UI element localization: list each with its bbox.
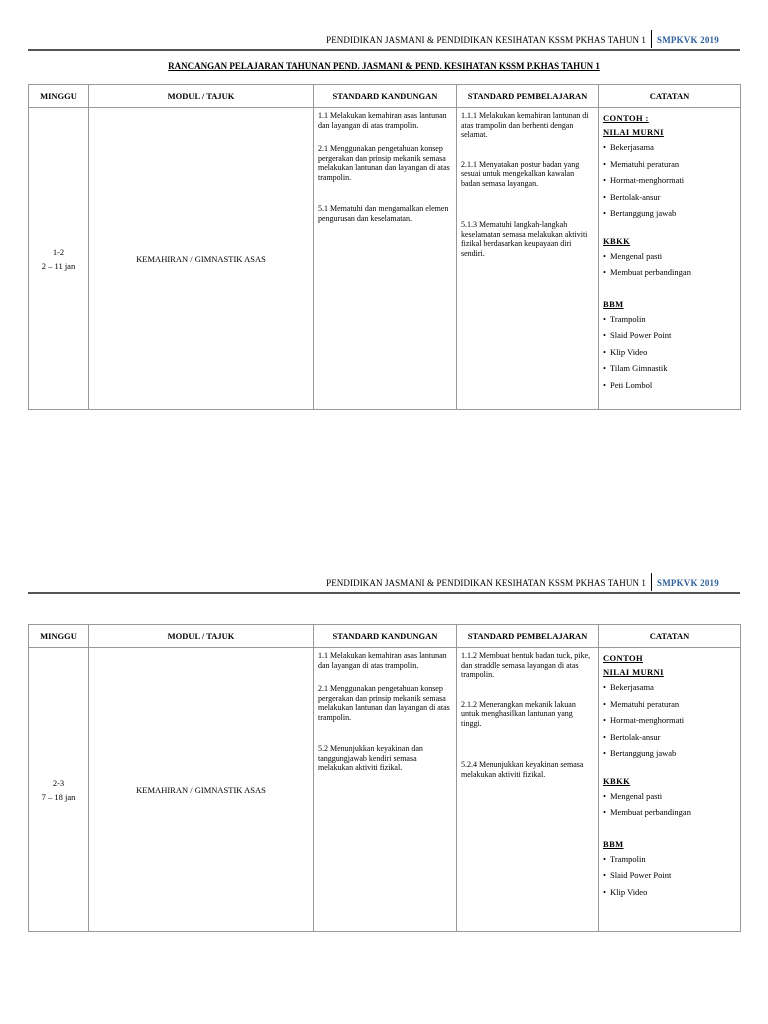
plan-table-2 bbox=[28, 624, 741, 932]
sp-item: 2.1.1 Menyatakan postur badan yang sesuai untuk mengekalkan kawalan badan semasa layangan. bbox=[461, 159, 580, 188]
sk-item: 2.1 Menggunakan pengetahuan konsep pergerakan dan prinsip mekanik semasa melakukan lantunan dan layangan di atas trampolin. bbox=[318, 684, 450, 722]
list-item: • Mematuhi peraturan bbox=[603, 156, 736, 173]
list-item: • Bertanggung jawab bbox=[603, 745, 736, 762]
kbkk-list bbox=[603, 248, 736, 281]
bbm-list bbox=[603, 851, 736, 901]
bbm-heading: BBM bbox=[603, 298, 624, 309]
list-item: • Mematuhi peraturan bbox=[603, 696, 736, 713]
col-header-sk: STANDARD KANDUNGAN bbox=[314, 625, 457, 648]
table-row bbox=[29, 648, 741, 932]
week-cell bbox=[29, 648, 89, 932]
bbm-heading: BBM bbox=[603, 838, 624, 849]
col-header-modul: MODUL / TAJUK bbox=[89, 625, 314, 648]
list-item: • Bekerjasama bbox=[603, 139, 736, 156]
header-school: SMPKVK 2019 bbox=[657, 35, 719, 45]
sk-cell bbox=[314, 108, 457, 410]
week-dates: 2 – 11 jan bbox=[41, 260, 76, 271]
nilai-heading: NILAI MURNI bbox=[603, 127, 664, 137]
list-item: • Klip Video bbox=[603, 344, 736, 361]
sp-item: 1.1.2 Membuat bentuk badan tuck, pike, dan straddle semasa layangan di atas trampolin. bbox=[461, 651, 591, 679]
sp-item: 5.2.4 Menunjukkan keyakinan semasa melakukan aktiviti fizikal. bbox=[461, 760, 584, 779]
list-item: • Bertolak-ansur bbox=[603, 729, 736, 746]
header-title: PENDIDIKAN JASMANI & PENDIDIKAN KESIHATAN KSSM PKHAS TAHUN 1 bbox=[326, 35, 646, 45]
nilai-heading: NILAI MURNI bbox=[603, 667, 664, 677]
list-item: • Mengenal pasti bbox=[603, 248, 736, 265]
col-header-modul: MODUL / TAJUK bbox=[89, 85, 314, 108]
list-item: • Membuat perbandingan bbox=[603, 264, 736, 281]
table-row bbox=[29, 108, 741, 410]
header-school: SMPKVK 2019 bbox=[657, 578, 719, 588]
catatan-cell bbox=[599, 648, 741, 932]
sk-cell bbox=[314, 648, 457, 932]
week-number: 2-3 bbox=[52, 777, 65, 788]
header-separator bbox=[651, 30, 652, 48]
kbkk-list bbox=[603, 788, 736, 821]
list-item: • Bertolak-ansur bbox=[603, 189, 736, 206]
table-header-row bbox=[29, 85, 741, 108]
list-item: • Trampolin bbox=[603, 311, 736, 328]
header-rule bbox=[28, 49, 740, 51]
plan-table-1 bbox=[28, 84, 741, 410]
sk-item: 1.1 Melakukan kemahiran asas lantunan dan layangan di atas trampolin. bbox=[318, 651, 447, 670]
week-dates: 7 – 18 jan bbox=[41, 791, 76, 802]
bbm-list bbox=[603, 311, 736, 394]
sp-cell bbox=[457, 108, 599, 410]
modul-cell: KEMAHIRAN / GIMNASTIK ASAS bbox=[89, 648, 314, 932]
sk-item: 5.1 Mematuhi dan mengamalkan elemen pengurusan dan keselamatan. bbox=[318, 204, 449, 223]
sk-item: 5.2 Menunjukkan keyakinan dan tanggungjawab kendiri semasa melakukan aktiviti fizikal. bbox=[318, 744, 423, 772]
kbkk-heading: KBKK bbox=[603, 235, 631, 246]
col-header-sp: STANDARD PEMBELAJARAN bbox=[457, 625, 599, 648]
list-item: • Peti Lombol bbox=[603, 377, 736, 394]
sp-item: 2.1.2 Menerangkan mekanik lakuan untuk menghasilkan lantunan yang tinggi. bbox=[461, 699, 576, 728]
week-cell bbox=[29, 108, 89, 410]
list-item: • Hormat-menghormati bbox=[603, 712, 736, 729]
sp-cell bbox=[457, 648, 599, 932]
catatan-cell bbox=[599, 108, 741, 410]
list-item: • Slaid Power Point bbox=[603, 327, 736, 344]
list-item: • Bertanggung jawab bbox=[603, 205, 736, 222]
col-header-minggu: MINGGU bbox=[29, 85, 89, 108]
list-item: • Slaid Power Point bbox=[603, 867, 736, 884]
sk-item: 1.1 Melakukan kemahiran asas lantunan dan layangan di atas trampolin. bbox=[318, 111, 447, 130]
list-item: • Bekerjasama bbox=[603, 679, 736, 696]
contoh-heading: CONTOH bbox=[603, 653, 644, 663]
page-header bbox=[28, 573, 740, 595]
col-header-sk: STANDARD KANDUNGAN bbox=[314, 85, 457, 108]
col-header-minggu: MINGGU bbox=[29, 625, 89, 648]
modul-cell: KEMAHIRAN / GIMNASTIK ASAS bbox=[89, 108, 314, 410]
header-separator bbox=[651, 573, 652, 591]
list-item: • Membuat perbandingan bbox=[603, 804, 736, 821]
sp-item: 1.1.1 Melakukan kemahiran lantunan di atas trampolin dan berhenti dengan selamat. bbox=[461, 111, 589, 139]
page-header bbox=[28, 30, 740, 52]
table-header-row bbox=[29, 625, 741, 648]
sp-item: 5.1.3 Mematuhi langkah-langkah keselamatan semasa melakukan aktiviti fizikal berdasarkan keupayaan diri sendiri. bbox=[461, 220, 588, 258]
list-item: • Tilam Gimnastik bbox=[603, 360, 736, 377]
list-item: • Trampolin bbox=[603, 851, 736, 868]
header-title: PENDIDIKAN JASMANI & PENDIDIKAN KESIHATAN KSSM PKHAS TAHUN 1 bbox=[326, 578, 646, 588]
week-number: 1-2 bbox=[52, 246, 65, 257]
sk-item: 2.1 Menggunakan pengetahuan konsep pergerakan dan prinsip mekanik semasa melakukan lantunan dan layangan di atas trampolin. bbox=[318, 144, 450, 182]
list-item: • Klip Video bbox=[603, 884, 736, 901]
list-item: • Hormat-menghormati bbox=[603, 172, 736, 189]
header-rule bbox=[28, 592, 740, 594]
col-header-sp: STANDARD PEMBELAJARAN bbox=[457, 85, 599, 108]
col-header-catatan: CATATAN bbox=[599, 85, 741, 108]
nilai-list bbox=[603, 679, 736, 762]
list-item: • Mengenal pasti bbox=[603, 788, 736, 805]
contoh-heading: CONTOH : bbox=[603, 113, 649, 123]
col-header-catatan: CATATAN bbox=[599, 625, 741, 648]
kbkk-heading: KBKK bbox=[603, 775, 631, 786]
nilai-list bbox=[603, 139, 736, 222]
document-title: RANCANGAN PELAJARAN TAHUNAN PEND. JASMANI & PEND. KESIHATAN KSSM P.KHAS TAHUN 1 bbox=[168, 61, 600, 71]
